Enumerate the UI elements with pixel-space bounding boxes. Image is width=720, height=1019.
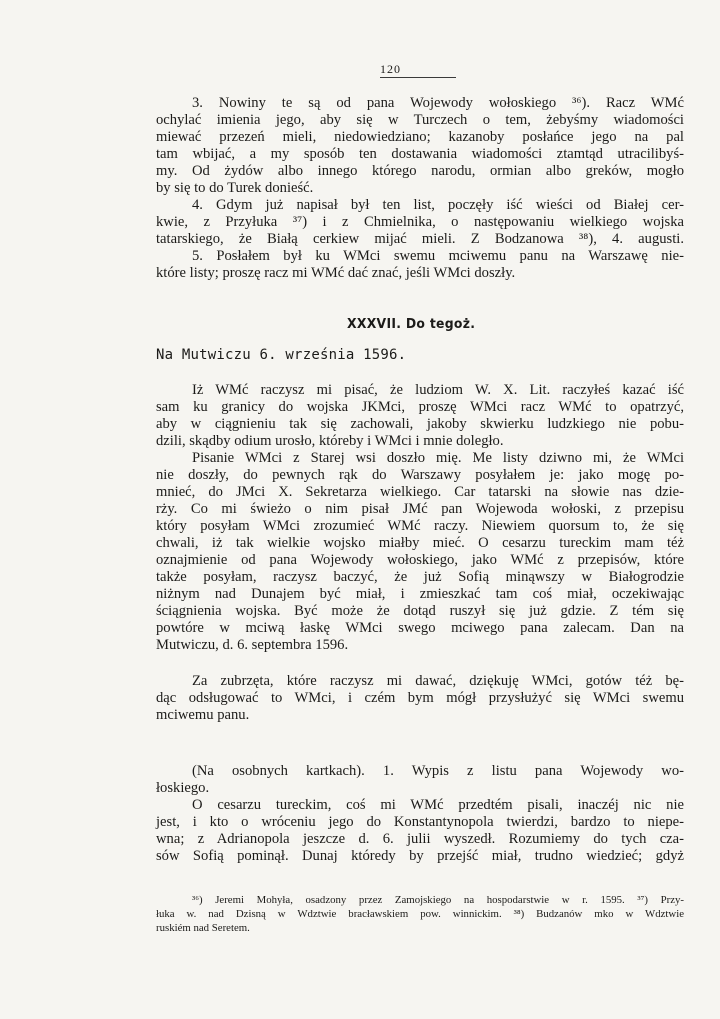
page-number: 120 xyxy=(380,62,401,76)
text-line: Mutwiczu, d. 6. septembra 1596. xyxy=(156,637,349,653)
place-date-line: Na Mutwiczu 6. września 1596. xyxy=(156,347,407,363)
text-line: ochylać imienia jego, aby się w Turczech o tem, żebyśmy wiadomości xyxy=(156,112,684,128)
page-number-rule xyxy=(380,77,456,78)
footnote-line: ³⁶) Jeremi Mohyła, osadzony przez Zamojskiego na hospodarstwie w r. 1595. ³⁷) Przy- xyxy=(192,894,684,906)
text-line: łoskiego. xyxy=(156,780,210,796)
text-line: Pisanie WMci z Starej wsi doszło mię. Me listy dziwno mi, że WMci xyxy=(192,450,684,466)
text-line: miewać przezeń mieli, niedowiedziano; kazanoby posłańce jego na pal xyxy=(156,129,684,145)
footnote-line: ruskiém nad Seretem. xyxy=(156,922,250,934)
text-line: mciwemu panu. xyxy=(156,707,250,723)
text-line: 3. Nowiny te są od pana Wojewody wołoskiego ³⁶). Racz WMć xyxy=(192,95,684,111)
text-line: wna; z Adrianopola jeszcze d. 6. julii wyszedł. Rozumiemy do tych cza- xyxy=(156,831,684,847)
text-line: sam ku granicy do wojska JKMci, proszę WMci racz WMć to opatrzyć, xyxy=(156,399,684,415)
text-line: które listy; proszę racz mi WMć dać znać, jeśli WMci doszły. xyxy=(156,265,516,281)
letter-heading: XXXVII. Do tegoż. xyxy=(347,316,476,332)
text-line: dzili, skądby odium urosło, któreby i WMci i mnie doległo. xyxy=(156,433,504,449)
text-line: niżnym nad Dunajem być miał, i zmieszkać tam coś miał, oczekiwając xyxy=(156,586,684,602)
text-line: tam wbijać, a my sposób ten dostawania wiadomości ztamtąd utracilibyś- xyxy=(156,146,684,162)
text-line: Za zubrzęta, które raczysz mi dawać, dziękuję WMci, gotów téż bę- xyxy=(192,673,684,689)
text-line: chwali, iż tak wielkie wojsko miałby mieć. O cesarzu tureckim mam téż xyxy=(156,535,684,551)
text-line: O cesarzu tureckim, coś mi WMć przedtém pisali, inaczéj nic nie xyxy=(192,797,684,813)
text-line: (Na osobnych kartkach). 1. Wypis z listu pana Wojewody wo- xyxy=(192,763,684,779)
text-line: ściągnienia wojska. Być może że dotąd ruszył się już gdzie. Z tém się xyxy=(156,603,684,619)
text-line: my. Od żydów albo innego którego narodu, ormian albo greków, mogło xyxy=(156,163,684,179)
text-line: jest, i kto o wróceniu jego do Konstantynopola twierdzi, bardzo to niepe- xyxy=(156,814,684,830)
text-line: dąc odsługować to WMci, i czém bym mógł przysłużyć się WMci swemu xyxy=(156,690,684,706)
text-line: kwie, z Przyłuka ³⁷) i z Chmielnika, o następowaniu wielkiego wojska xyxy=(156,214,684,230)
text-line: sów Sofią pominął. Dunaj któredy by przejść miał, trudno wiedzieć; gdyż xyxy=(156,848,684,864)
text-line: aby w ciągnieniu tak się zachowali, jakoby skwierku ludzkiego nie pobu- xyxy=(156,416,684,432)
text-line: rży. Co mi świeżo o nim pisał JMć pan Wojewoda wołoski, z przepisu xyxy=(156,501,684,517)
text-line: Iż WMć raczysz mi pisać, że ludziom W. X. Lit. raczyłeś kazać iść xyxy=(192,382,684,398)
text-line: który posyłam WMci zrozumieć WMć raczy. Niewiem quorsum to, że się xyxy=(156,518,684,534)
text-line: mnieć, do JMci X. Sekretarza wielkiego. Car tatarski na słowie nas dzie- xyxy=(156,484,684,500)
footnote-line: łuka w. nad Dzisną w Wdztwie bracławskiem pow. winnickim. ³⁸) Budzanów mko w Wdztwie xyxy=(156,908,684,920)
text-line: 5. Posłałem był ku WMci swemu mciwemu panu na Warszawę nie- xyxy=(192,248,684,264)
text-line: także posyłam, raczysz baczyć, że już Sofią minąwszy w Białogrodzie xyxy=(156,569,684,585)
text-line: 4. Gdym już napisał był ten list, poczęły iść wieści od Białej cer- xyxy=(192,197,684,213)
text-line: nie doszły, do pewnych rąk do Warszawy posyłałem je: jako mogę po- xyxy=(156,467,684,483)
text-line: oznajmienie od pana Wojewody wołoskiego, jako WMć z przepisów, które xyxy=(156,552,684,568)
text-line: by się to do Turek donieść. xyxy=(156,180,314,196)
text-line: tatarskiego, że Białą cerkiew mijać mieli. Z Bodzanowa ³⁸), 4. augusti. xyxy=(156,231,684,247)
text-line: powtóre w mciwą łaskę WMci swego mciwego pana zalecam. Dan na xyxy=(156,620,684,636)
